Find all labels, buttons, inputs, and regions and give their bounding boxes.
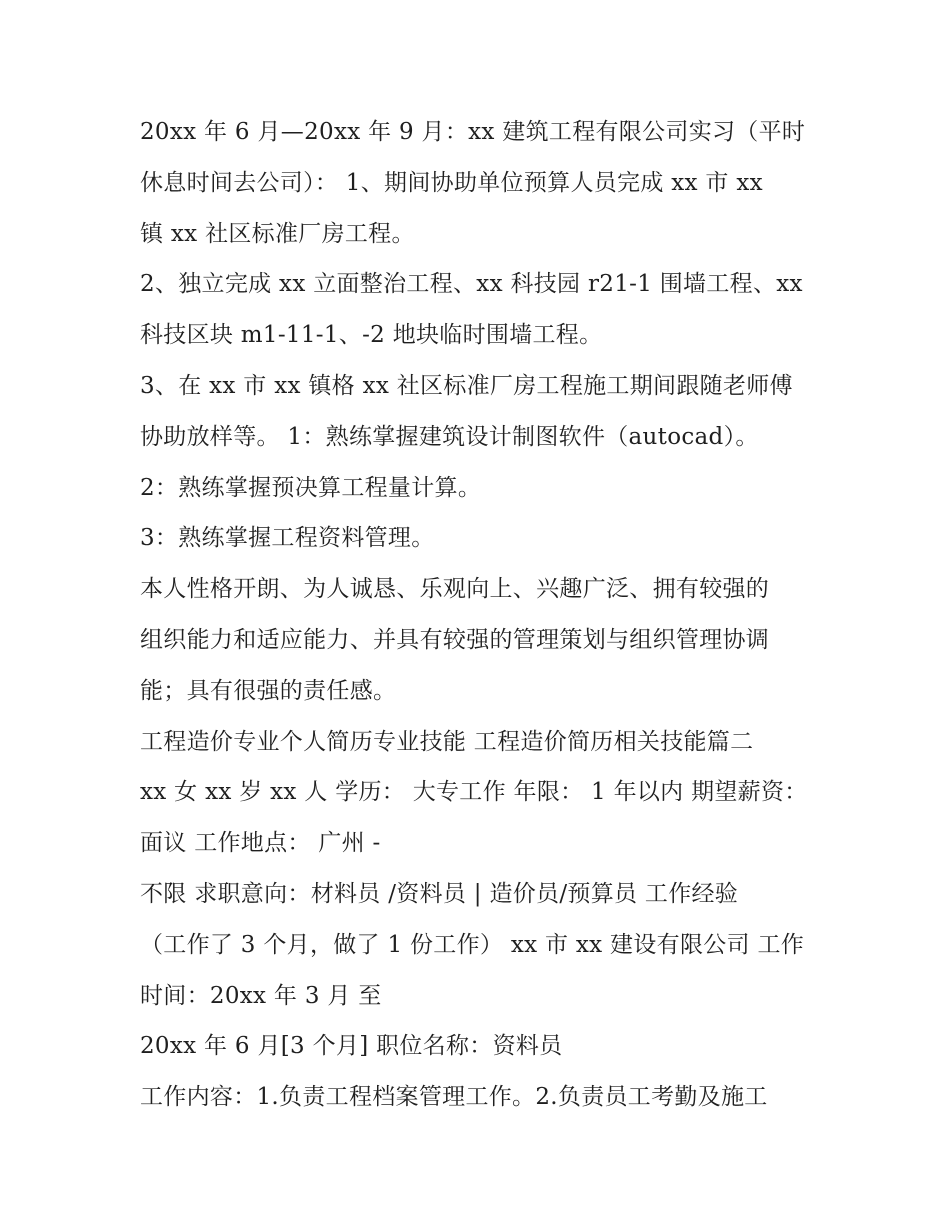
text-line: 镇 xx 社区标准厂房工程。 [140,220,415,247]
text-line: 协助放样等。 1：熟练掌握建筑设计制图软件（autocad）。 [140,423,759,450]
text-line: （工作了 3 个月，做了 1 份工作） xx 市 xx 建设有限公司 工作 [140,931,805,958]
text-line: 休息时间去公司）： 1、期间协助单位预算人员完成 xx 市 xx [140,169,763,196]
text-line: 20xx 年 6 月[3 个月] 职位名称：资料员 [140,1033,563,1060]
text-line: 组织能力和适应能力、并具有较强的管理策划与组织管理协调 [140,626,770,653]
text-line: 科技区块 m1-11-1、-2 地块临时围墙工程。 [140,322,603,349]
text-line: 工作内容：1.负责工程档案管理工作。2.负责员工考勤及施工 [140,1084,768,1111]
text-line: 面议 工作地点： 广州 - [140,830,381,857]
text-line: 工程造价专业个人简历专业技能 工程造价简历相关技能篇二 [140,728,754,755]
text-line: 时间：20xx 年 3 月 至 [140,982,382,1009]
text-line: 能；具有很强的责任感。 [140,677,397,704]
text-line: xx 女 xx 岁 xx 人 学历： 大专工作 年限： 1 年以内 期望薪资： [140,779,808,806]
document-body [140,107,820,1123]
text-line: 本人性格开朗、为人诚恳、乐观向上、兴趣广泛、拥有较强的 [140,576,770,603]
text-line: 2、独立完成 xx 立面整治工程、xx 科技园 r21-1 围墙工程、xx [140,271,803,298]
text-line: 3、在 xx 市 xx 镇格 xx 社区标准厂房工程施工期间跟随老师傅 [140,372,793,399]
text-line: 2：熟练掌握预决算工程量计算。 [140,474,482,501]
text-line: 3：熟练掌握工程资料管理。 [140,525,435,552]
text-line: 20xx 年 6 月—20xx 年 9 月：xx 建筑工程有限公司实习（平时 [140,119,806,145]
text-line: 不限 求职意向：材料员 /资料员 | 造价员/预算员 工作经验 [140,880,739,907]
